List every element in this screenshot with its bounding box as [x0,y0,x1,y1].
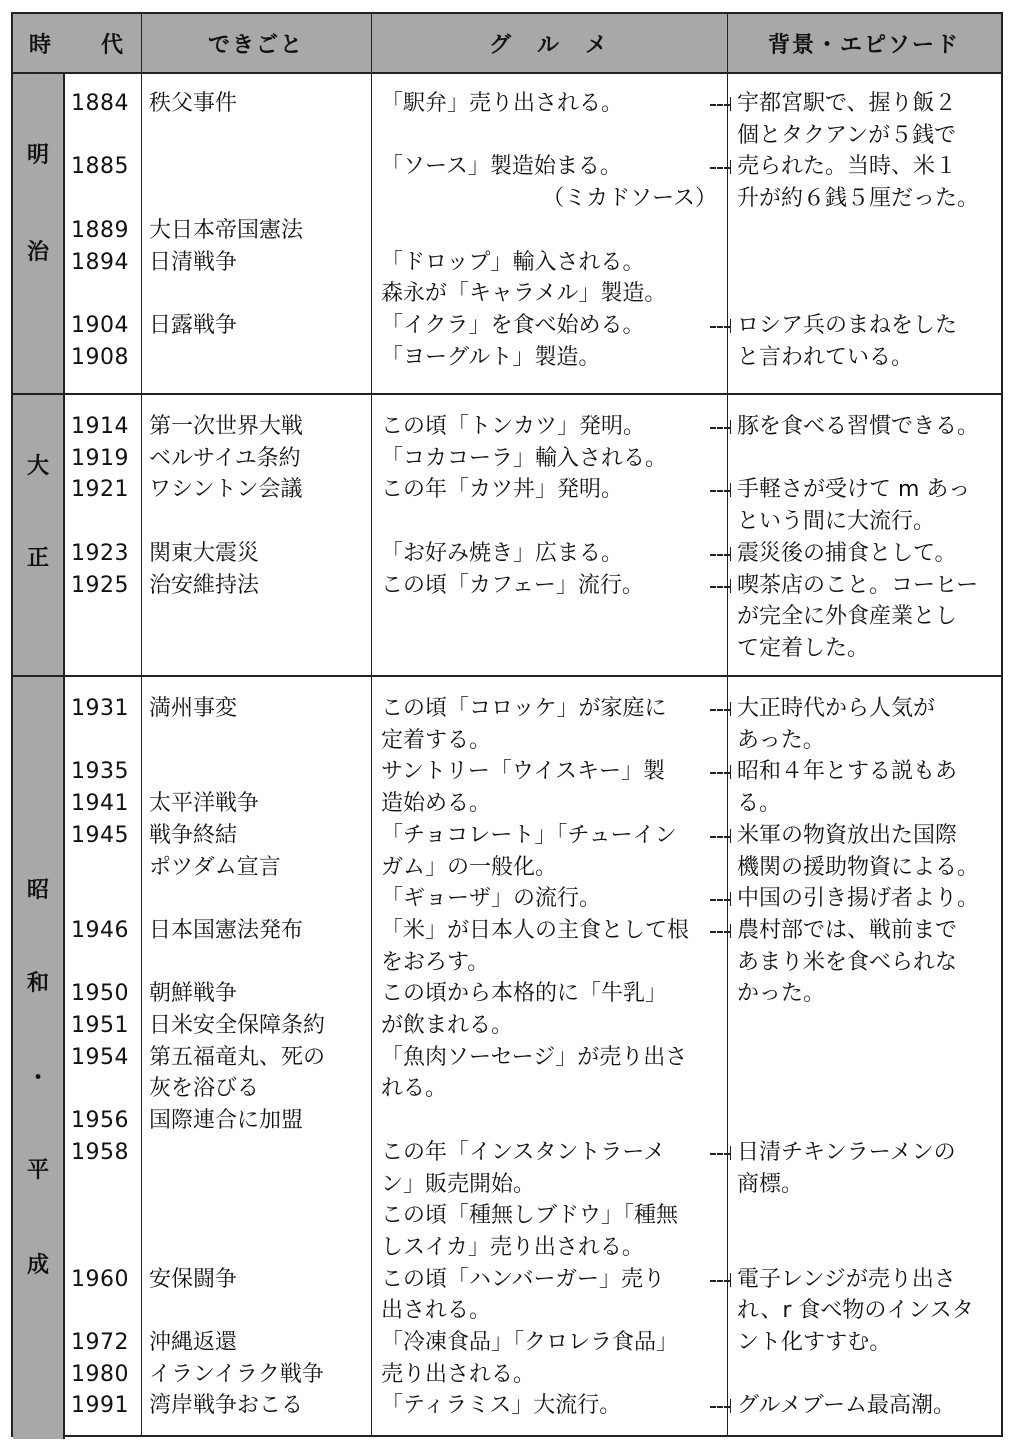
year-cell: 1884 [71,91,129,116]
year-cell: 1908 [71,344,129,370]
year-cell: 1951 [71,1013,129,1038]
background-cell: 大正時代から人気が [737,696,936,721]
event-cell: 秩父事件 [149,91,238,116]
header-era: 時 代 [28,32,125,58]
year-cell: 1945 [71,822,129,848]
background-cell: 電子レンジが売り出さ [737,1266,956,1292]
year-cell: 1904 [71,312,129,338]
year-cell: 1921 [71,477,129,503]
event-cell: 湾岸戦争おこる [149,1393,304,1419]
event-cell: 戦争終結 [149,822,238,848]
background-cell: 米軍の物資放出た国際 [737,822,958,848]
year-cell: 1914 [71,414,129,439]
event-cell: 日清戦争 [149,249,238,275]
year-cell: 1980 [71,1361,129,1387]
event-cell: 日本国憲法発布 [149,917,304,943]
era-char: 正 [26,546,49,571]
header-gourmet: グ ル メ [488,32,609,58]
background-cell: 豚を食べる習慣できる。 [737,414,980,439]
background-cell: が完全に外食産業とし [737,604,958,630]
background-cell: 農村部では、戦前まで [737,917,958,943]
era-char: 昭 [26,878,49,903]
gourmet-cell: 「ギョーザ」の流行。 [381,886,602,912]
gourmet-cell: この頃「コロッケ」が家庭に [381,696,667,721]
event-cell: 第五福竜丸、死の [149,1044,326,1070]
year-cell: 1889 [71,217,129,243]
event-cell: 日米安全保障条約 [149,1013,326,1038]
year-cell: 1885 [71,154,129,180]
connector-dash-icon [710,820,732,852]
background-cell: グルメブーム最高潮。 [737,1393,956,1419]
gourmet-cell: をおろす。 [381,949,490,975]
era-section [13,395,1001,677]
gourmet-cell: 「ヨーグルト」製造。 [381,344,601,370]
background-cell: 機関の援助物資による。 [737,854,980,880]
background-cell: ロシア兵のまねをした [737,312,958,338]
gourmet-cell: 「ソース」製造始まる。 [381,154,622,180]
era-char: ・ [26,1066,49,1091]
era-char: 明 [26,143,49,168]
era-char: 平 [26,1158,49,1183]
event-cell: ワシントン会議 [149,477,303,503]
gourmet-cell: 出される。 [381,1298,492,1324]
era-label [13,74,65,393]
event-cell: 沖縄返還 [149,1330,238,1355]
gourmet-cell: この頃「種無しブドウ」「種無 [381,1203,679,1229]
background-cell: 手軽さが受けて m あっ [737,477,971,503]
background-cell: 商標。 [737,1171,804,1197]
year-cell: 1954 [71,1044,129,1070]
gourmet-cell: 「駅弁」売り出される。 [381,91,624,116]
gourmet-cell: が飲まれる。 [381,1013,514,1038]
background-cell: あった。 [737,727,825,753]
background-cell: 個とタクアンが５銭で [737,122,957,148]
event-cell: 治安維持法 [149,572,260,598]
connector-dash-icon [710,310,732,342]
gourmet-cell: 「ドロップ」輸入される。 [381,249,645,275]
connector-dash-icon [710,883,732,915]
background-cell: と言われている。 [737,344,914,370]
gourmet-cell: サントリー「ウイスキー」製 [381,759,666,785]
history-gourmet-table [11,12,1003,1437]
year-cell: 1925 [71,572,129,598]
year-cell: 1946 [71,917,129,943]
era-section [13,74,1001,395]
background-cell: あまり米を食べられな [737,949,958,975]
gourmet-cell: この年「インスタントラーメ [381,1139,666,1165]
year-cell: 1950 [71,981,129,1007]
connector-dash-icon [710,151,732,183]
era-label [13,677,65,1439]
event-cell: イランイラク戦争 [149,1361,324,1387]
background-cell: 中国の引き揚げ者より。 [737,886,980,912]
gourmet-cell: 「イクラ」を食べ始める。 [381,312,645,338]
background-cell: 升が約６銭５厘だった。 [737,186,980,212]
background-cell: かった。 [737,981,826,1007]
event-cell: 国際連合に加盟 [149,1108,304,1134]
column-divider [371,14,372,1435]
era-char: 成 [26,1253,49,1278]
gourmet-cell: 「米」が日本人の主食として根 [381,917,690,943]
background-cell: て定着した。 [737,635,870,661]
event-cell: 灰を浴びる [149,1076,260,1102]
background-cell: という間に大流行。 [737,509,936,535]
header-events: できごと [207,32,304,58]
gourmet-cell: 定着する。 [381,727,492,753]
column-divider [141,14,142,1435]
event-cell: ベルサイユ条約 [149,445,301,471]
connector-dash-icon [710,693,732,725]
gourmet-cell: 「お好み焼き」広まる。 [381,540,624,566]
connector-dash-icon [710,1390,732,1422]
background-cell: 日清チキンラーメンの [737,1139,956,1165]
background-cell: れ、r 食べ物のインスタ [737,1298,974,1324]
column-divider [727,14,728,1435]
gourmet-cell: ガム」の一般化。 [381,854,558,880]
background-cell: 売られた。当時、米１ [737,154,958,180]
event-cell: 大日本帝国憲法 [149,217,304,243]
connector-dash-icon [710,474,732,506]
gourmet-cell: 「魚肉ソーセージ」が売り出さ [381,1044,688,1070]
background-cell: ント化すすむ。 [737,1330,892,1355]
gourmet-cell: この年「カツ丼」発明。 [381,477,624,503]
era-label [13,395,65,675]
year-cell: 1894 [71,249,129,275]
gourmet-cell: ン」販売開始。 [381,1171,536,1197]
era-char: 大 [26,454,49,479]
connector-dash-icon [710,570,732,602]
gourmet-cell: れる。 [381,1076,448,1102]
year-cell: 1919 [71,445,129,471]
gourmet-cell: 森永が「キャラメル」製造。 [381,281,667,307]
year-cell: 1960 [71,1266,129,1292]
event-cell: 安保闘争 [149,1266,238,1292]
era-char: 和 [26,971,49,996]
event-cell: 朝鮮戦争 [149,981,238,1007]
connector-dash-icon [710,538,732,570]
connector-dash-icon [710,756,732,788]
gourmet-cell: この頃「カフェー」流行。 [381,572,644,598]
year-cell: 1958 [71,1139,129,1165]
gourmet-cell: 「冷凍食品」「クロレラ食品」 [381,1330,679,1355]
table-header [13,14,1001,74]
gourmet-cell: しスイカ」売り出される。 [381,1234,644,1260]
event-cell: 日露戦争 [149,312,238,338]
event-cell: 満州事変 [149,696,238,721]
year-cell: 1941 [71,791,129,817]
year-cell: 1956 [71,1108,129,1134]
year-cell: 1923 [71,540,129,566]
event-cell: ポツダム宣言 [149,854,281,880]
event-cell: 第一次世界大戦 [149,414,304,439]
gourmet-cell: 「ティラミス」大流行。 [381,1393,622,1419]
gourmet-cell: 「チョコレート」「チューイン [381,822,677,848]
gourmet-cell: 売り出される。 [381,1361,536,1387]
background-cell: 昭和４年とする説もあ [737,759,958,785]
background-cell: 喫茶店のこと。コーヒー [737,572,979,598]
gourmet-cell: この頃「トンカツ」発明。 [381,414,646,439]
background-cell: 震災後の捕食として。 [737,540,957,566]
event-cell: 関東大震災 [149,540,260,566]
year-cell: 1935 [71,759,129,785]
era-section [13,677,1001,1439]
header-background: 背景・エピソード [767,32,960,58]
gourmet-cell: 「コカコーラ」輸入される。 [381,445,668,471]
year-cell: 1991 [71,1393,129,1419]
connector-dash-icon [710,411,732,443]
era-char: 治 [26,240,49,265]
gourmet-cell: （ミカドソース） [542,186,717,212]
event-cell: 太平洋戦争 [149,791,260,817]
gourmet-cell: 造始める。 [381,791,492,817]
gourmet-cell: この頃「ハンバーガー」売り [381,1266,666,1292]
background-cell: る。 [737,791,782,817]
connector-dash-icon [710,915,732,947]
connector-dash-icon [710,1137,732,1169]
gourmet-cell: この頃から本格的に「牛乳」 [381,981,668,1007]
year-cell: 1972 [71,1330,129,1355]
background-cell: 宇都宮駅で、握り飯２ [737,91,957,116]
year-cell: 1931 [71,696,129,721]
connector-dash-icon [710,1264,732,1296]
connector-dash-icon [710,88,732,120]
